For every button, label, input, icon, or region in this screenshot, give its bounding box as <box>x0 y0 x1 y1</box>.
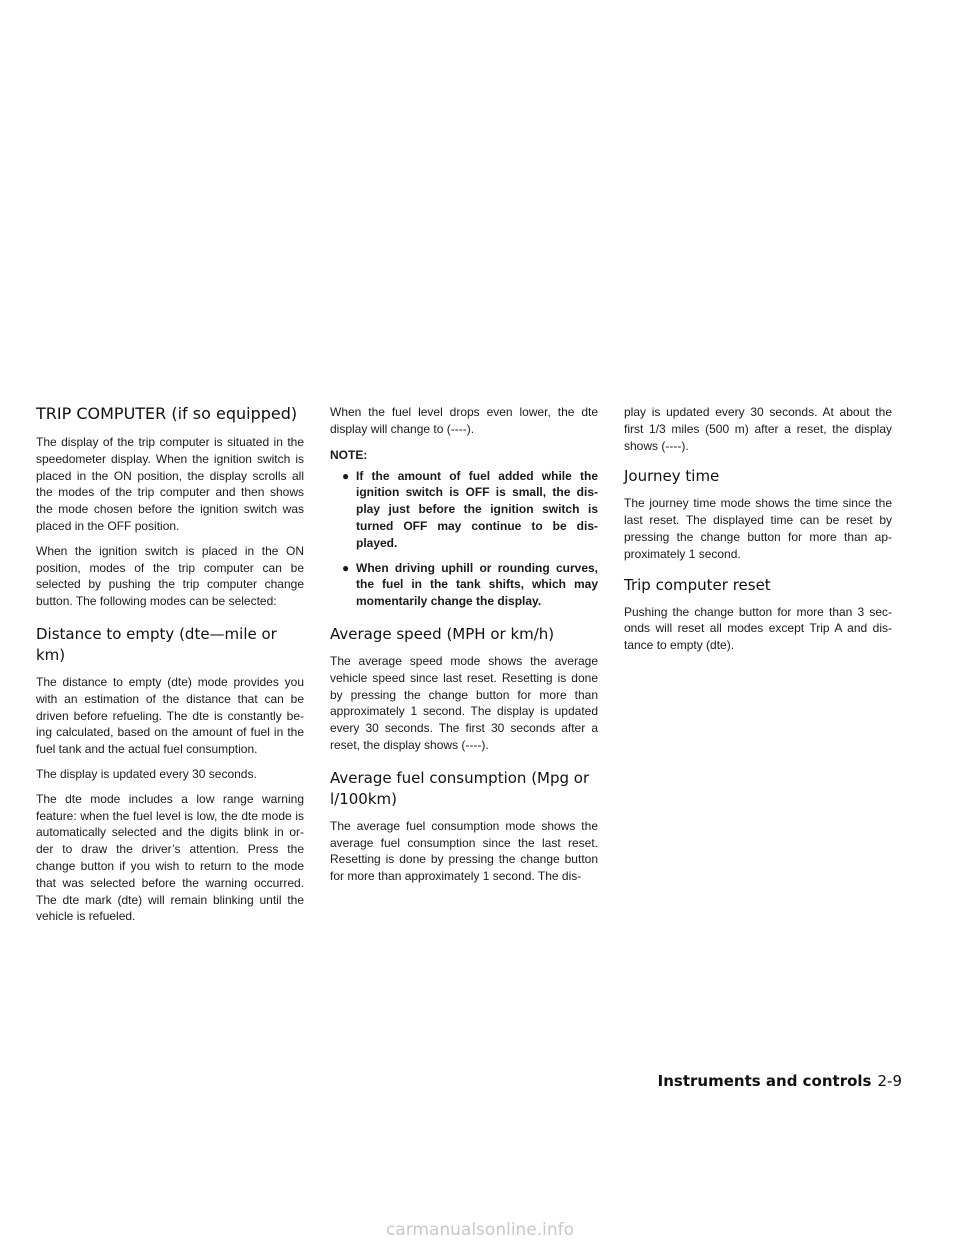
note-title: NOTE: <box>330 447 368 462</box>
paragraph: The average speed mode shows the average vehicle speed since last reset. Resetting is done by pressing the change button for more than approximately 1 second. The display is updated every 30 seconds. The first 30 seconds after a reset, the display shows (----). <box>330 653 598 752</box>
bullet-icon: ● <box>342 468 350 483</box>
note-text: If the amount of fuel added while the ignition switch is OFF is small, the dis-play just before the ignition switch is turned OFF may continue to be dis-played. <box>356 468 598 550</box>
paragraph: The distance to empty (dte) mode provides you with an estimation of the distance that can be driven before refueling. The dte is constantly be-ing calculated, based on the amount of fuel in the fuel tank and the actual fuel consumption. <box>36 674 304 757</box>
paragraph: When the fuel level drops even lower, the dte display will change to (----). <box>330 405 598 436</box>
subheading-trip-reset: Trip computer reset <box>624 575 771 594</box>
note-text: When driving uphill or rounding curves, the fuel in the tank shifts, which may momentarily change the display. <box>356 560 598 609</box>
column-middle <box>330 404 598 893</box>
bullet-icon: ● <box>342 560 350 575</box>
paragraph: play is updated every 30 seconds. At about the first 1/3 miles (500 m) after a reset, the display shows (----). <box>624 405 892 453</box>
subheading-journey-time: Journey time <box>624 467 720 486</box>
subheading-average-fuel: Average fuel consumption (Mpg or l/100km) <box>330 768 590 808</box>
section-title: TRIP COMPUTER (if so equipped) <box>36 404 298 423</box>
note-list <box>330 468 598 610</box>
footer-section-title: Instruments and controls <box>657 1072 872 1090</box>
paragraph: The journey time mode shows the time since the last reset. The displayed time can be reset by pressing the change button for more than ap-proximately 1 second. <box>624 496 892 561</box>
page-number: 2-9 <box>877 1072 902 1090</box>
note-item <box>330 560 598 610</box>
paragraph: When the ignition switch is placed in the ON position, modes of the trip computer can be selected by pushing the trip computer change button. The following modes can be selected: <box>36 543 304 609</box>
watermark: carmanualsonline.info <box>385 1220 575 1240</box>
subheading-average-speed: Average speed (MPH or km/h) <box>330 624 555 643</box>
paragraph: The dte mode includes a low range warning feature: when the fuel level is low, the dte mode is automatically selected and the digits blink in or-der to draw the driver’s attention. Press the change button if you wish to return to the mode that was selected before the warning occurred. The dte mark (dte) will remain blinking until the vehicle is refueled. <box>36 791 304 924</box>
page-footer <box>658 1072 902 1090</box>
paragraph: The display is updated every 30 seconds. <box>36 766 257 781</box>
column-right <box>624 404 892 662</box>
paragraph: The display of the trip computer is situated in the speedometer display. When the ignition switch is placed in the ON position, the display scrolls all the modes of the trip computer and then shows the mode chosen before the ignition switch was placed in the OFF position. <box>36 435 304 533</box>
subheading-dte: Distance to empty (dte—mile or km) <box>36 624 277 664</box>
note-item <box>330 468 598 552</box>
column-left <box>36 404 304 933</box>
paragraph: Pushing the change button for more than 3 sec-onds will reset all modes except Trip A and dis-tance to empty (dte). <box>624 604 892 653</box>
paragraph: The average fuel consumption mode shows the average fuel consumption since the last reset. Resetting is done by pressing the change button for more than approximately 1 second. The dis- <box>330 818 598 884</box>
